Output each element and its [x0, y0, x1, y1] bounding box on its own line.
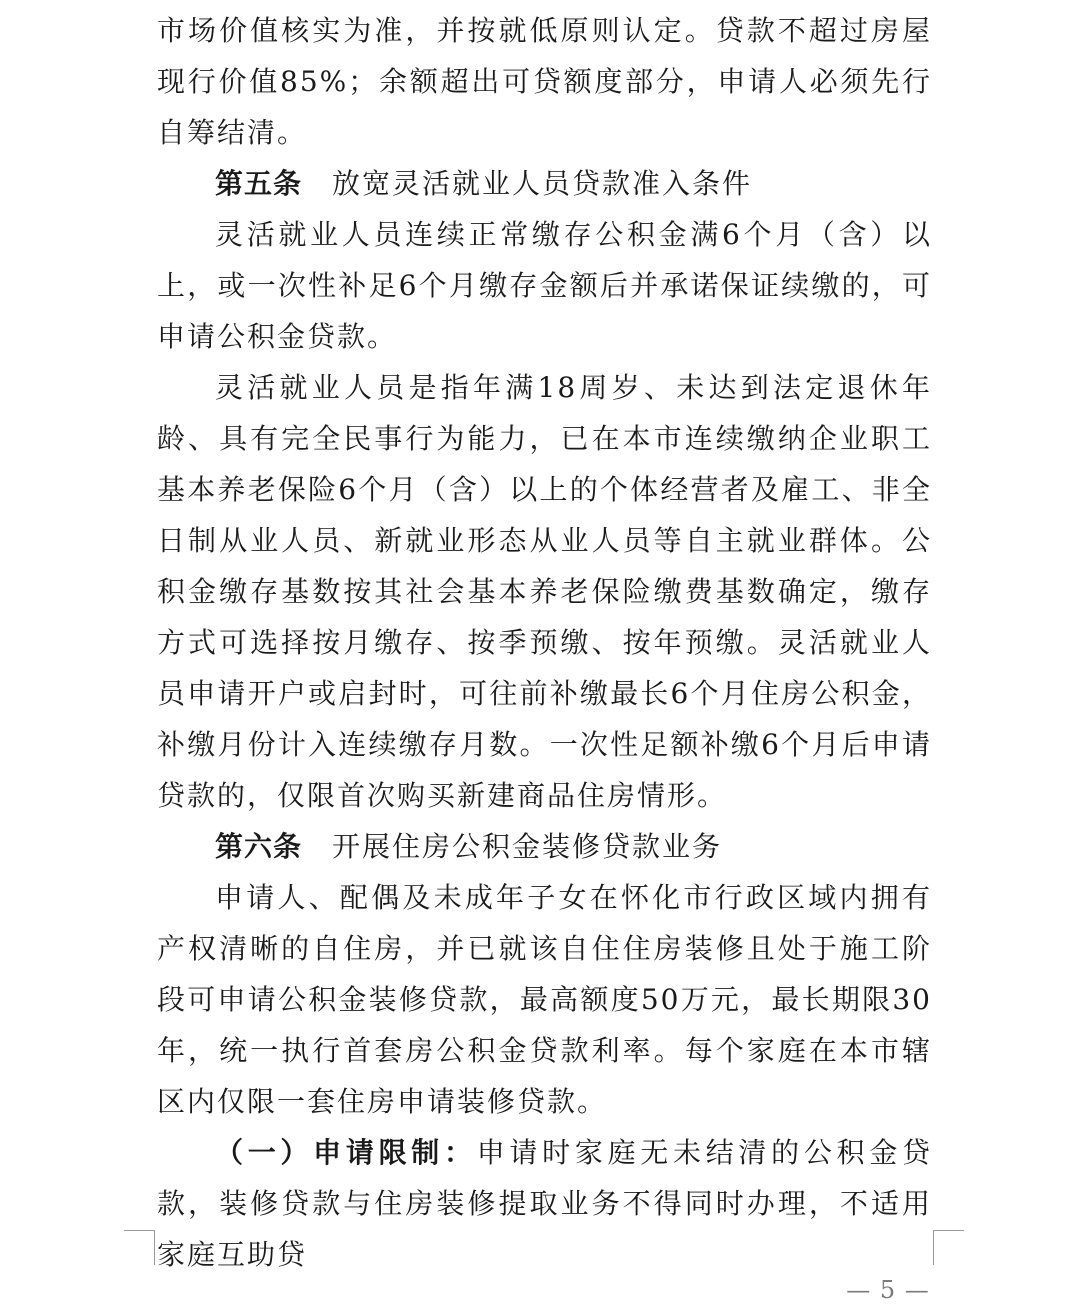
page-number: — 5 —	[846, 1276, 930, 1304]
article-5-heading	[157, 158, 932, 209]
article-6-number: 第六条	[215, 830, 303, 863]
article-6-item-1-label: （一）申请限制：	[215, 1136, 477, 1169]
page-corner-mark-right	[933, 1230, 964, 1265]
document-body	[157, 5, 932, 1280]
article-5-number: 第五条	[215, 167, 303, 200]
article-6-heading	[157, 821, 932, 872]
article-5-title: 放宽灵活就业人员贷款准入条件	[332, 167, 753, 200]
article-6-paragraph-1: 申请人、配偶及未成年子女在怀化市行政区域内拥有产权清晰的自住房，并已就该自住住房装修且处于施工阶段可申请公积金装修贷款，最高额度50万元，最长期限30年，统一执行首套房公积金贷款利率。每个家庭在本市辖区内仅限一套住房申请装修贷款。	[157, 881, 932, 1118]
article-5-paragraph-2: 灵活就业人员是指年满18周岁、未达到法定退休年龄、具有完全民事行为能力，已在本市连续缴纳企业职工基本养老保险6个月（含）以上的个体经营者及雇工、非全日制从业人员、新就业形态从业人员等自主就业群体。公积金缴存基数按其社会基本养老保险缴费基数确定，缴存方式可选择按月缴存、按季预缴、按年预缴。灵活就业人员申请开户或启封时，可往前补缴最长6个月住房公积金，补缴月份计入连续缴存月数。一次性足额补缴6个月后申请贷款的，仅限首次购买新建商品住房情形。	[157, 371, 932, 812]
article-6-item-1-text: 申请时家庭无未结清的公积金贷款，装修贷款与住房装修提取业务不得同时办理，不适用家庭互助贷	[157, 1136, 932, 1271]
page-corner-mark-left	[124, 1230, 155, 1265]
article-6-title: 开展住房公积金装修贷款业务	[332, 830, 723, 863]
article-6-item-1	[157, 1127, 932, 1280]
article-5-paragraph-1: 灵活就业人员连续正常缴存公积金满6个月（含）以上，或一次性补足6个月缴存金额后并承诺保证续缴的，可申请公积金贷款。	[157, 218, 932, 353]
paragraph-continuation: 市场价值核实为准，并按就低原则认定。贷款不超过房屋现行价值85%；余额超出可贷额度部分，申请人必须先行自筹结清。	[157, 14, 932, 149]
